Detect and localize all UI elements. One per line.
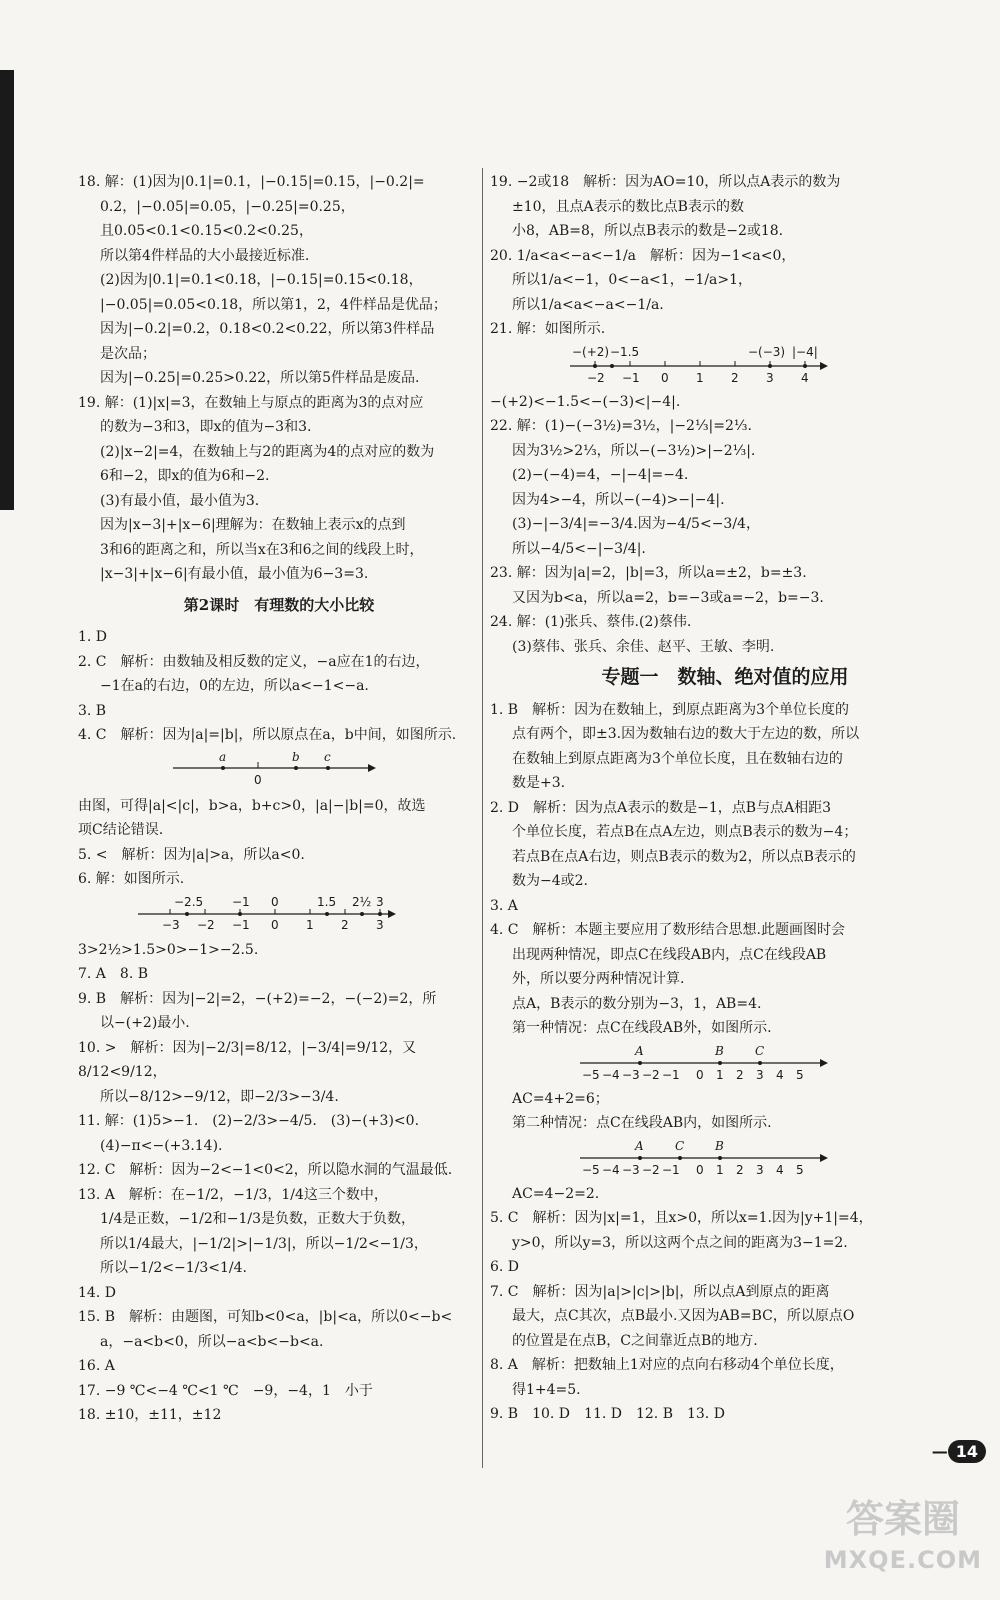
point-b-label: B — [715, 1138, 724, 1153]
answer-19: 19. −2或18 解析：因为AO=10，所以点A表示的数为 — [490, 174, 841, 190]
text-line: 点A，B表示的数分别为−3，1，AB=4. — [512, 995, 762, 1012]
text-line: 因为4>−4，所以−(−4)>−|−4|. — [512, 491, 725, 508]
text-line: 的位置是在点B，C之间靠近点B的地方. — [512, 1332, 758, 1349]
text-line: (3)蔡伟、张兵、余佳、赵平、王敏、李明. — [512, 638, 775, 655]
text-line: 由图，可得|a|<|c|，b>a，b+c>0，|a|−|b|=0，故选 — [78, 797, 426, 814]
tick-label: −5 — [582, 1162, 600, 1177]
answer-11: 11. 解：(1)5>−1. (2)−2/3>−4/5. (3)−(+3)<0. — [78, 1113, 420, 1129]
answer-24: 24. 解：(1)张兵、蔡伟.(2)蔡伟. — [490, 614, 692, 630]
answer-22: 22. 解：(1)−(−3½)=3½，|−2⅓|=2⅓. — [490, 418, 752, 434]
answer-18 — [78, 170, 480, 391]
answer-6: 6. 解：如图所示. — [78, 871, 185, 887]
answer-23: 23. 解：因为|a|=2，|b|=3，所以a=±2，b=±3. — [490, 565, 807, 581]
number-line-case-2 — [490, 1138, 950, 1178]
text-line: 若点B在点A右边，则点B表示的数为2，所以点B表示的 — [512, 848, 856, 865]
answer-14: 14. D — [78, 1284, 116, 1301]
text-line: 因为3½>2⅓，所以−(−3½)>|−2⅓|. — [512, 442, 756, 459]
tick-label: 0 — [696, 1067, 704, 1082]
topic-answer-8: 8. A 解析：把数轴上1对应的点向右移动4个单位长度， — [490, 1357, 844, 1373]
tick-label: 3 — [756, 1162, 764, 1177]
label-1-5: 1.5 — [317, 894, 337, 909]
number-line-q6 — [78, 894, 478, 934]
tick-label: 0 — [696, 1162, 704, 1177]
topic-answer-1: 1. B 解析：因为在数轴上，到原点距离为3个单位长度的 — [490, 701, 850, 718]
point-b-label: b — [292, 749, 300, 764]
text-line: 又因为b<a，所以a=2，b=−3或a=−2，b=−3. — [512, 589, 824, 606]
tick-label: −4 — [602, 1162, 620, 1177]
page-number: — 14 — [932, 1440, 986, 1463]
text-line: 3和6的距离之和，所以当x在3和6之间的线段上时， — [100, 541, 424, 558]
tick-label: 2 — [736, 1067, 744, 1082]
tick-label: 4 — [776, 1067, 784, 1082]
origin-label: 0 — [254, 772, 262, 787]
text-line: 数为−4或2. — [512, 873, 588, 889]
topic-answer-7: 7. C 解析：因为|a|>|c|>|b|，所以点A到原点的距离 — [490, 1283, 830, 1300]
tick-label: 2 — [731, 370, 739, 385]
point-c-label: C — [755, 1043, 765, 1058]
left-column — [78, 170, 480, 1428]
label-neg-pos-2: −(+2) — [572, 344, 610, 359]
text-line: 所以1/a<a<−a<−1/a. — [512, 296, 664, 313]
text-line: 6和−2，即x的值为6和−2. — [100, 468, 270, 484]
text-line: 小8，AB=8，所以点B表示的数是−2或18. — [512, 223, 784, 239]
tick-label: −1 — [662, 1162, 680, 1177]
tick-label: 5 — [796, 1067, 804, 1082]
tick-label: 0 — [661, 370, 669, 385]
tick-label: 4 — [801, 370, 809, 385]
answer-10: 10. > 解析：因为|−2/3|=8/12，|−3/4|=9/12，又8/12<9/12， — [78, 1039, 417, 1080]
tick-label: −3 — [622, 1067, 640, 1082]
label-neg-1-5: −1.5 — [610, 344, 640, 359]
text-line: −(+2)<−1.5<−(−3)<|−4|. — [490, 393, 681, 410]
label-neg-2-5: −2.5 — [174, 894, 204, 909]
topic-answer-6: 6. D — [490, 1259, 520, 1275]
text-line: −1在a的右边，0的左边，所以a<−1<−a. — [100, 678, 369, 694]
text-line: AC=4−2=2. — [512, 1185, 600, 1202]
tick-label: −2 — [587, 370, 605, 385]
text-line: 数是+3. — [512, 775, 566, 791]
tick-label: −1 — [662, 1067, 680, 1082]
tick-label: 1 — [716, 1067, 724, 1082]
label-abs-neg-4: |−4| — [792, 344, 818, 359]
answer-19 — [78, 391, 480, 587]
text-line: 个单位长度，若点B在点A左边，则点B表示的数为−4； — [512, 824, 858, 840]
point-a-label: A — [635, 1138, 644, 1153]
text-line: (3)有最小值，最小值为3. — [100, 492, 260, 509]
text-line: 的数为−3和3，即x的值为−3和3. — [100, 419, 312, 435]
answer-12: 12. C 解析：因为−2<−1<0<2，所以隐水洞的气温最低. — [78, 1162, 453, 1178]
text-line: 第二种情况：点C在线段AB内，如图所示. — [512, 1115, 772, 1131]
number-line-case-1 — [490, 1043, 950, 1083]
number-line-q4 — [78, 750, 478, 790]
answer-9: 9. B 解析：因为|−2|=2，−(+2)=−2，−(−2)=2，所 — [78, 990, 437, 1007]
text-line: 最大，点C其次，点B最小.又因为AB=BC，所以原点O — [512, 1308, 855, 1324]
topic-answer-4: 4. C 解析：本题主要应用了数形结合思想.此题画图时会 — [490, 922, 845, 938]
tick-label: −2 — [642, 1162, 660, 1177]
answer-18b: 18. ±10，±11，±12 — [78, 1407, 222, 1423]
answer-5: 5. < 解析：因为|a|>a，所以a<0. — [78, 846, 305, 863]
answer-21: 21. 解：如图所示. — [490, 321, 606, 337]
point-b-label: B — [715, 1043, 724, 1058]
text-line: 1/4是正数，−1/2和−1/3是负数，正数大于负数， — [100, 1211, 416, 1227]
label-3: 3 — [376, 894, 384, 909]
topic-title: 专题一 数轴、绝对值的应用 — [601, 666, 849, 688]
tick-label: 4 — [776, 1162, 784, 1177]
answer-13: 13. A 解析：在−1/2，−1/3，1/4这三个数中， — [78, 1186, 388, 1203]
text-line: 且0.05<0.1<0.15<0.2<0.25， — [100, 223, 313, 239]
text-line: 以−(+2)最小. — [100, 1015, 190, 1031]
tick-label: −2 — [642, 1067, 660, 1082]
text-line: (2)−(−4)=4，−|−4|=−4. — [512, 467, 689, 483]
text-line: 19. 解：(1)|x|=3，在数轴上与原点的距离为3的点对应 — [78, 394, 424, 411]
point-a-label: a — [219, 749, 227, 764]
text-line: 所以−1/2<−1/3<1/4. — [100, 1260, 247, 1276]
number-line-q21 — [490, 344, 950, 386]
answer-1: 1. D — [78, 629, 108, 645]
tick-label: 2 — [341, 917, 349, 932]
binding-edge — [0, 70, 14, 510]
tick-label: −1 — [622, 370, 640, 385]
label-2-half: 2½ — [352, 894, 372, 909]
text-line: 所以−4/5<−|−3/4|. — [512, 540, 646, 557]
text-line: a，−a<b<0，所以−a<b<−b<a. — [100, 1333, 324, 1350]
text-line: 所以1/4最大，|−1/2|>|−1/3|，所以−1/2<−1/3， — [100, 1235, 428, 1252]
text-line: |x−3|+|x−6|有最小值，最小值为6−3=3. — [100, 566, 369, 582]
label-neg-1: −1 — [232, 894, 250, 909]
answer-3: 3. B — [78, 702, 107, 719]
tick-label: 2 — [736, 1162, 744, 1177]
label-neg-neg-3: −(−3) — [748, 344, 786, 359]
text-line: 3>2½>1.5>0>−1>−2.5. — [78, 941, 259, 958]
tick-label: 3 — [376, 917, 384, 932]
text-line: 第一种情况：点C在线段AB外，如图所示. — [512, 1020, 772, 1036]
text-line: 是次品； — [100, 345, 156, 362]
label-0: 0 — [271, 894, 279, 909]
watermark-url: MXQE.COM — [823, 1546, 982, 1574]
text-line: 18. 解：(1)因为|0.1|=0.1，|−0.15|=0.15，|−0.2|= — [78, 174, 425, 190]
answer-15: 15. B 解析：由题图，可知b<0<a，|b|<a，所以0<−b< — [78, 1309, 453, 1325]
text-line: (2)因为|0.1|=0.1<0.18，|−0.15|=0.15<0.18， — [100, 272, 423, 288]
tick-label: −1 — [232, 917, 250, 932]
answer-4: 4. C 解析：因为|a|=|b|，所以原点在a，b中间，如图所示. — [78, 727, 457, 743]
text-line: (4)−π<−(+3.14). — [100, 1137, 223, 1154]
text-line: AC=4+2=6； — [512, 1090, 609, 1107]
answer-2: 2. C 解析：由数轴及相反数的定义，−a应在1的右边， — [78, 653, 430, 670]
tick-label: −4 — [602, 1067, 620, 1082]
answer-20: 20. 1/a<a<−a<−1/a 解析：因为−1<a<0， — [490, 247, 796, 264]
text-line: 所以第4件样品的大小最接近标准. — [100, 247, 310, 264]
topic-answer-5: 5. C 解析：因为|x|=1，且x>0，所以x=1.因为|y+1|=4， — [490, 1210, 873, 1226]
text-line: 因为|−0.25|=0.25>0.22，所以第5件样品是废品. — [100, 370, 420, 386]
text-line: (3)−|−3/4|=−3/4.因为−4/5<−3/4， — [512, 516, 760, 532]
topic-answer-2: 2. D 解析：因为点A表示的数是−1，点B与点A相距3 — [490, 799, 832, 816]
text-line: 所以1/a<−1，0<−a<1，−1/a>1， — [512, 272, 753, 288]
column-divider — [482, 168, 483, 1468]
tick-label: −3 — [162, 917, 180, 932]
tick-label: −5 — [582, 1067, 600, 1082]
point-c-label: C — [675, 1138, 685, 1153]
watermark-logo: 答案圈 — [845, 1497, 960, 1541]
text-line: 外，所以要分两种情况计算. — [512, 971, 685, 987]
right-column — [490, 170, 960, 1427]
tick-label: 0 — [271, 917, 279, 932]
text-line: ±10，且点A表示的数比点B表示的数 — [512, 198, 744, 215]
text-line: 因为|x−3|+|x−6|理解为：在数轴上表示x的点到 — [100, 517, 406, 533]
text-line: (2)|x−2|=4，在数轴上与2的距离为4的点对应的数为 — [100, 443, 435, 460]
text-line: 所以−8/12>−9/12，即−2/3>−3/4. — [100, 1088, 339, 1105]
section-title: 第2课时 有理数的大小比较 — [183, 595, 375, 614]
tick-label: 1 — [306, 917, 314, 932]
tick-label: 1 — [716, 1162, 724, 1177]
text-line: |−0.05|=0.05<0.18，所以第1，2，4件样品是优品； — [100, 296, 447, 313]
answer-7-8: 7. A 8. B — [78, 966, 149, 982]
point-a-label: A — [635, 1043, 644, 1058]
tick-label: 3 — [756, 1067, 764, 1082]
answer-16: 16. A — [78, 1358, 115, 1374]
tick-label: 5 — [796, 1162, 804, 1177]
text-line: 得1+4=5. — [512, 1381, 581, 1398]
text-line: 在数轴上到原点距离为3个单位长度，且在数轴右边的 — [512, 750, 843, 767]
text-line: y>0，所以y=3，所以这两个点之间的距离为3−1=2. — [512, 1234, 848, 1251]
point-c-label: c — [324, 749, 331, 764]
tick-label: −3 — [622, 1162, 640, 1177]
text-line: 因为|−0.2|=0.2，0.18<0.2<0.22，所以第3件样品 — [100, 321, 435, 337]
topic-answer-9-13: 9. B 10. D 11. D 12. B 13. D — [490, 1406, 725, 1422]
text-line: 0.2，|−0.05|=0.05，|−0.25|=0.25， — [100, 198, 355, 215]
topic-answer-3: 3. A — [490, 897, 518, 914]
tick-label: −2 — [197, 917, 215, 932]
text-line: 点有两个，即±3.因为数轴右边的数大于左边的数，所以 — [512, 726, 860, 742]
tick-label: 3 — [766, 370, 774, 385]
text-line: 出现两种情况，即点C在线段AB内，点C在线段AB — [512, 946, 827, 963]
page-number-badge: 14 — [948, 1440, 986, 1463]
text-line: 项C结论错误. — [78, 822, 164, 838]
tick-label: 1 — [696, 370, 704, 385]
answer-17: 17. −9 ℃<−4 ℃<1 ℃ −9，−4，1 小于 — [78, 1382, 373, 1399]
